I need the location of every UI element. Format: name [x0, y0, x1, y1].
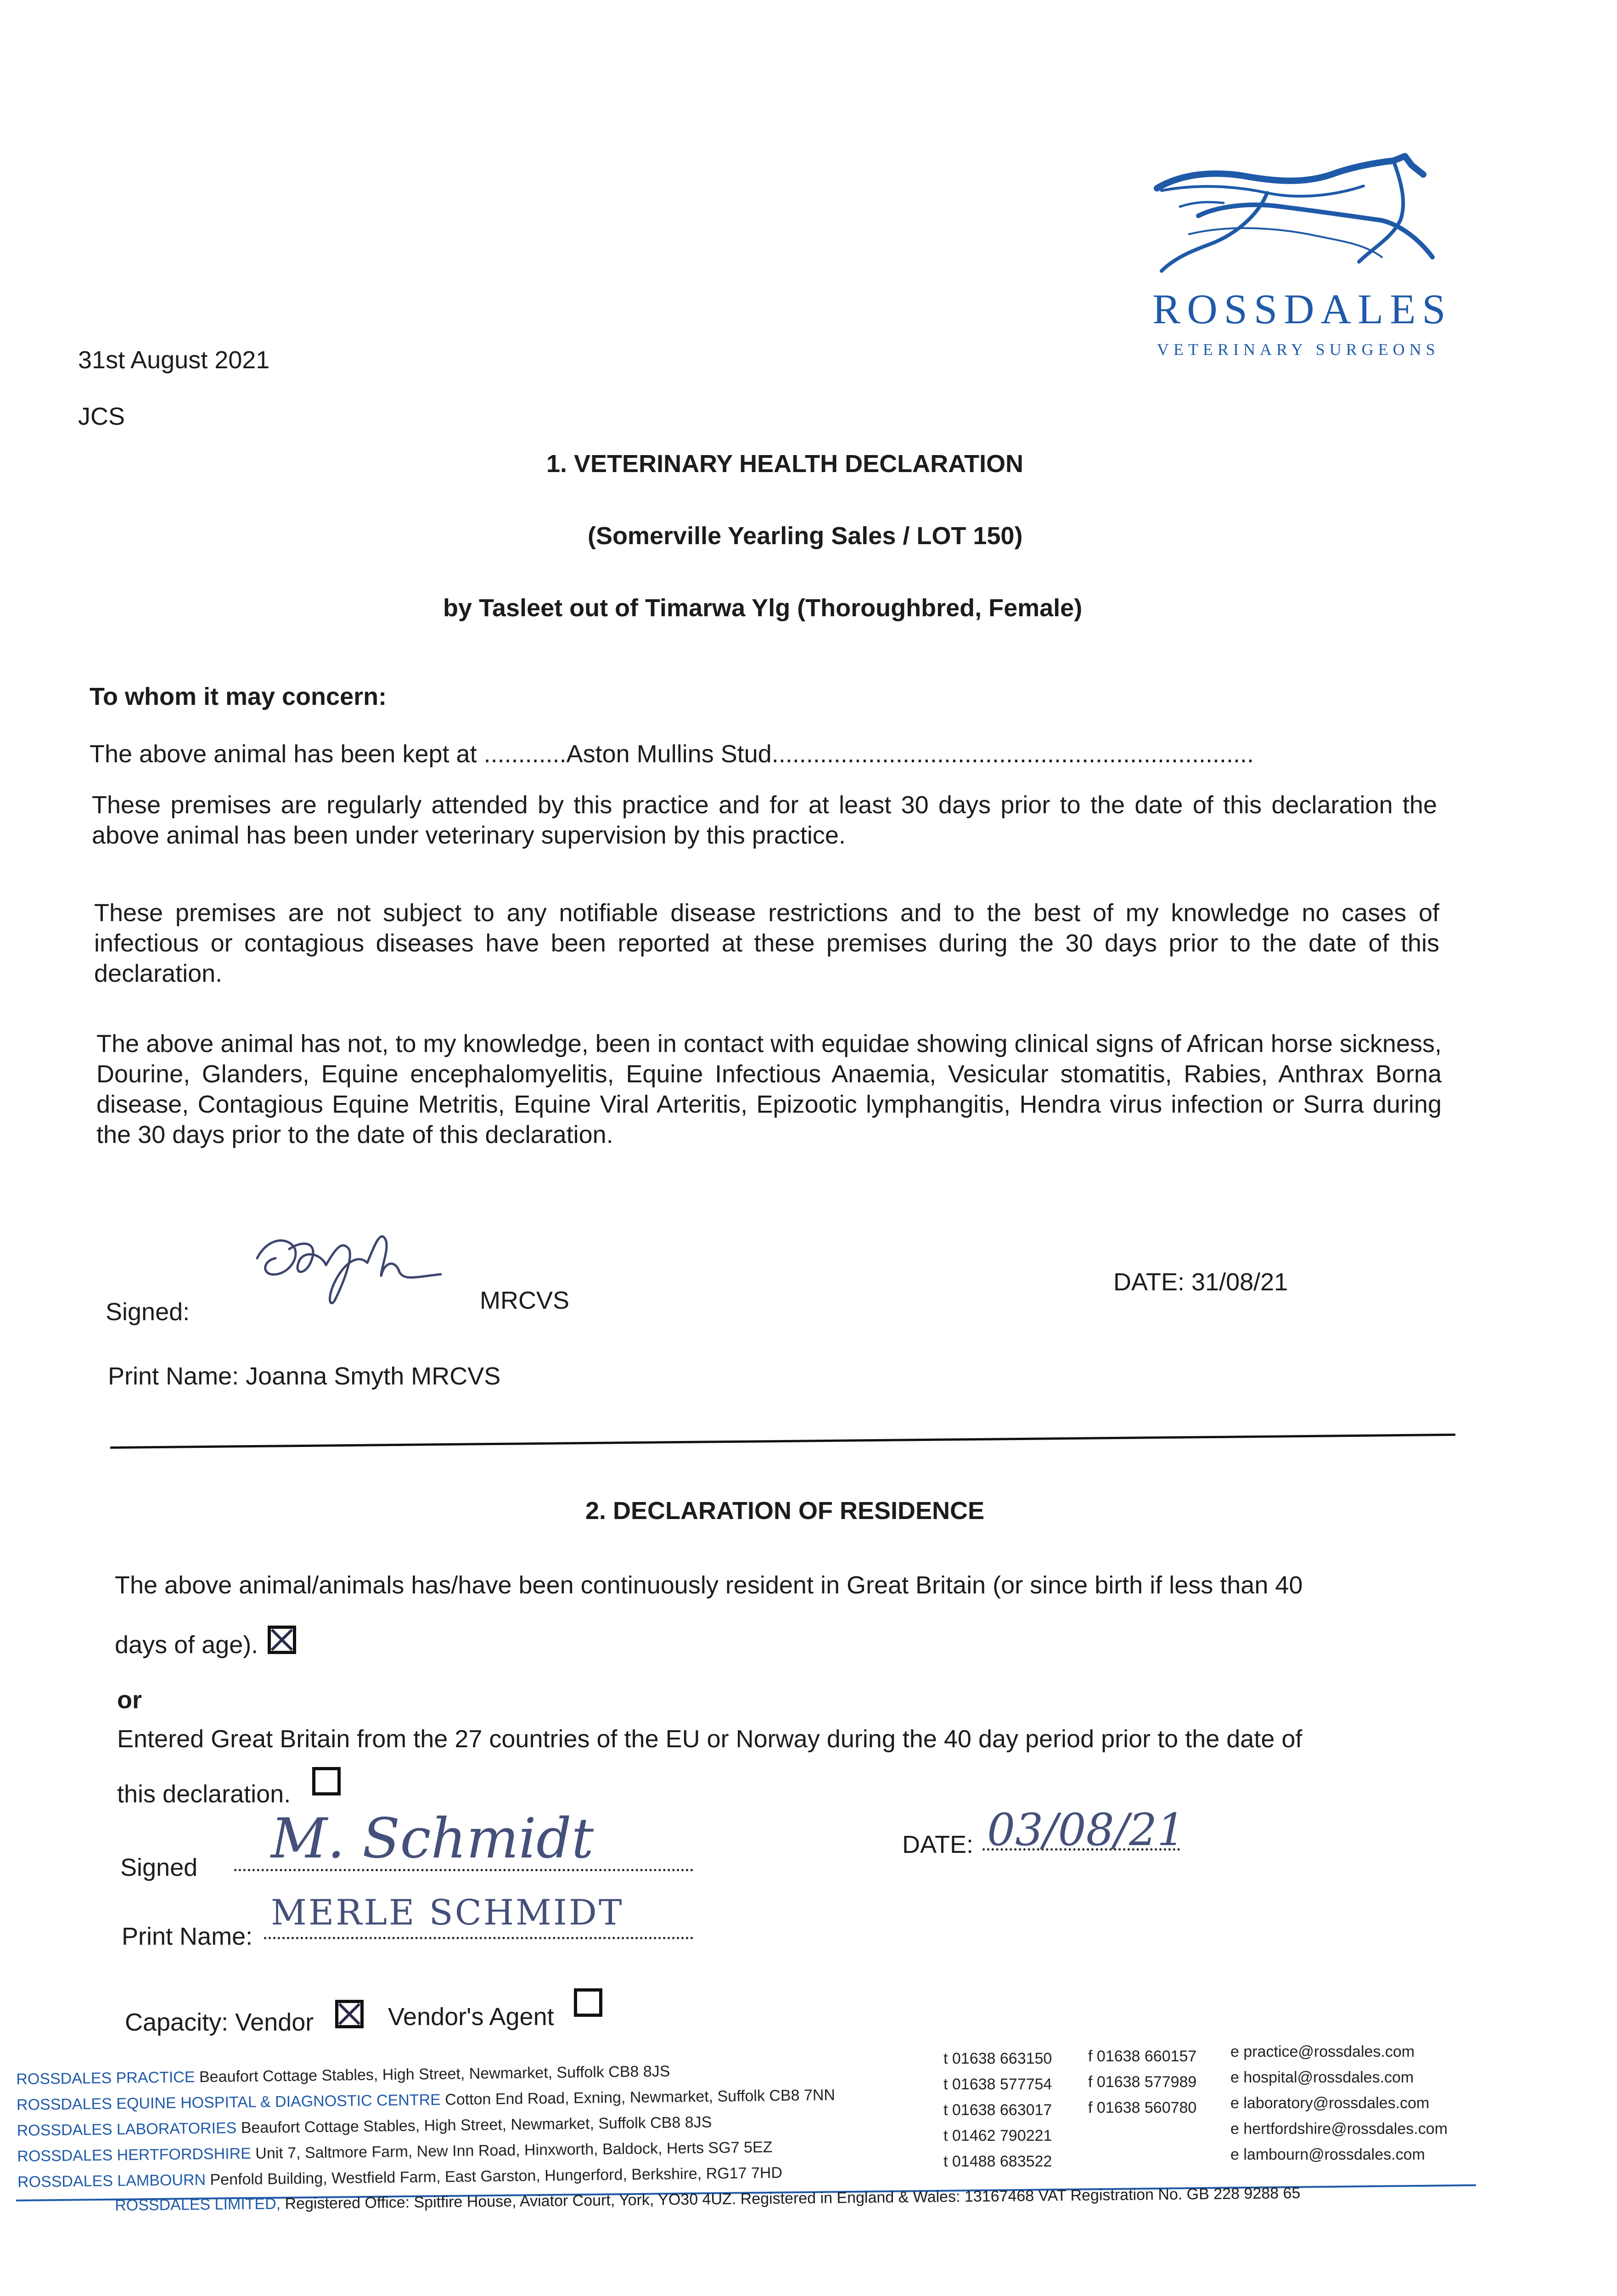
footer-phones: [943, 2046, 1052, 2174]
vendor-signed-label: Signed: [120, 1854, 198, 1881]
section1-title: 1. VETERINARY HEALTH DECLARATION: [546, 450, 1024, 478]
kept-at-prefix: The above animal has been kept at ............: [90, 740, 567, 768]
footer-registered-name: ROSSDALES LIMITED,: [115, 2195, 281, 2214]
footer-location-address: Unit 7, Saltmore Farm, New Inn Road, Hinxworth, Baldock, Herts SG7 5EZ: [255, 2138, 773, 2162]
footer-location-name: ROSSDALES PRACTICE: [16, 2068, 195, 2088]
footer-faxes: [1088, 2043, 1196, 2121]
footer-phone: t 01462 790221: [943, 2127, 1052, 2144]
residence-option1-checkbox[interactable]: [268, 1626, 296, 1654]
section-divider: [110, 1434, 1455, 1449]
letter-date: 31st August 2021: [78, 346, 270, 374]
vendor-signature: M. Schmidt: [271, 1807, 594, 1871]
vet-print-name: [108, 1362, 500, 1391]
vet-signature: [243, 1221, 455, 1313]
footer-emails: [1230, 2039, 1448, 2167]
footer-location-address: Beaufort Cottage Stables, High Street, Newmarket, Suffolk CB8 8JS: [241, 2113, 712, 2137]
vet-date: DATE: 31/08/21: [1113, 1268, 1288, 1296]
kept-at-suffix: ......................................................................: [771, 740, 1254, 768]
capacity-vendor-checkbox[interactable]: [335, 2000, 364, 2028]
footer-phone: t 01488 683522: [943, 2153, 1052, 2170]
checkbox-cross-icon: [271, 1629, 293, 1651]
section1-lot: (Somerville Yearling Sales / LOT 150): [588, 522, 1023, 550]
footer-location-name: ROSSDALES HERTFORDSHIRE: [17, 2144, 252, 2165]
rossdales-logo: [1134, 152, 1452, 372]
footer-fax: f 01638 577989: [1088, 2073, 1197, 2091]
residence-option2-checkbox[interactable]: [312, 1767, 341, 1795]
vendor-print-name-value: MERLE SCHMIDT: [271, 1892, 624, 1933]
horse-logo-icon: [1143, 152, 1437, 285]
vendor-date-value: 03/08/21: [987, 1804, 1185, 1856]
footer-registered-text: Registered Office: Spitfire House, Aviator Court, York, YO30 4UZ. Registered in England & Wales: 13167468 VAT Registration No. GB 228 9288 65: [285, 2184, 1301, 2213]
or-label: or: [117, 1686, 142, 1714]
section2-title: 2. DECLARATION OF RESIDENCE: [585, 1497, 985, 1525]
footer-fax: f 01638 560780: [1088, 2099, 1197, 2116]
footer-locations: [16, 2056, 836, 2195]
footer-phone: t 01638 663150: [943, 2050, 1052, 2067]
footer-email: e practice@rossdales.com: [1230, 2043, 1415, 2060]
paragraph-supervision: These premises are regularly attended by this practice and for at least 30 days prior to the date of this declaration the above animal has been under veterinary supervision by this practice.: [92, 791, 1437, 849]
paragraph-contact-declaration: The above animal has not, to my knowledge, been in contact with equidae showing clinical signs of African horse sickness, Dourine, Glanders, Equine encephalomyelitis, Equine Infectious Anaemia, Vesicular stomatitis, Rabies, Anthrax Borna disease, Contagious Equine Metritis, Equine Viral Arteritis, Epizootic lymphangitis, Hendra virus infection or Surra during the 30 days prior to the date of this declaration.: [96, 1030, 1442, 1148]
footer-email: e hertfordshire@rossdales.com: [1230, 2120, 1448, 2138]
vet-print-name-label: Print Name:: [108, 1362, 239, 1390]
footer-email: e hospital@rossdales.com: [1230, 2069, 1414, 2086]
vet-signature-title: MRCVS: [480, 1287, 570, 1314]
footer-location-address: Cotton End Road, Exning, Newmarket, Suffolk CB8 7NN: [445, 2086, 836, 2109]
footer-phone: t 01638 663017: [943, 2101, 1052, 2119]
footer-email: e laboratory@rossdales.com: [1230, 2094, 1430, 2112]
vet-print-name-value: Joanna Smyth MRCVS: [246, 1362, 501, 1390]
residence-option1-line1: The above animal/animals has/have been continuously resident in Great Britain (or since birth if less than 40: [115, 1571, 1303, 1599]
vendor-print-name-label: Print Name:: [122, 1923, 253, 1950]
capacity-agent-label: Vendor's Agent: [388, 2003, 554, 2031]
paragraph-disease-restrictions: These premises are not subject to any notifiable disease restrictions and to the best of my knowledge no cases of infectious or contagious diseases have been reported at these premises during the 30 days prior to the date of this declaration.: [94, 899, 1439, 987]
vendor-date-label: DATE:: [902, 1831, 974, 1858]
footer-email: e lambourn@rossdales.com: [1230, 2146, 1425, 2163]
vet-signed-label: Signed:: [106, 1298, 190, 1326]
checkbox-cross-icon: [338, 2003, 360, 2025]
capacity-agent-checkbox[interactable]: [574, 1988, 602, 2017]
section1-animal: by Tasleet out of Timarwa Ylg (Thoroughbred, Female): [443, 594, 1083, 622]
kept-at-line: [90, 739, 1329, 769]
vendor-print-name-dotted-line: [264, 1937, 693, 1939]
footer-location-name: ROSSDALES EQUINE HOSPITAL & DIAGNOSTIC CENTRE: [16, 2091, 441, 2114]
footer-fax: f 01638 660157: [1088, 2048, 1197, 2065]
footer-location-name: ROSSDALES LAMBOURN: [17, 2171, 206, 2191]
footer-location-address: Beaufort Cottage Stables, High Street, Newmarket, Suffolk CB8 8JS: [199, 2062, 670, 2086]
salutation: To whom it may concern:: [90, 683, 387, 710]
residence-option1-line2: days of age).: [115, 1631, 258, 1659]
residence-option2-line1: Entered Great Britain from the 27 countries of the EU or Norway during the 40 day period prior to the date of: [117, 1725, 1303, 1753]
footer-location-name: ROSSDALES LABORATORIES: [17, 2119, 237, 2139]
logo-name: ROSSDALES: [1152, 286, 1452, 332]
capacity-vendor-label: Capacity: Vendor: [125, 2009, 314, 2036]
logo-subtitle: VETERINARY SURGEONS: [1157, 340, 1440, 359]
reference-initials: JCS: [78, 403, 125, 430]
kept-at-place: Aston Mullins Stud: [566, 740, 772, 768]
footer-phone: t 01638 577754: [943, 2076, 1052, 2093]
residence-option2-line2: this declaration.: [117, 1780, 291, 1808]
footer-location-address: Penfold Building, Westfield Farm, East Garston, Hungerford, Berkshire, RG17 7HD: [210, 2164, 783, 2189]
